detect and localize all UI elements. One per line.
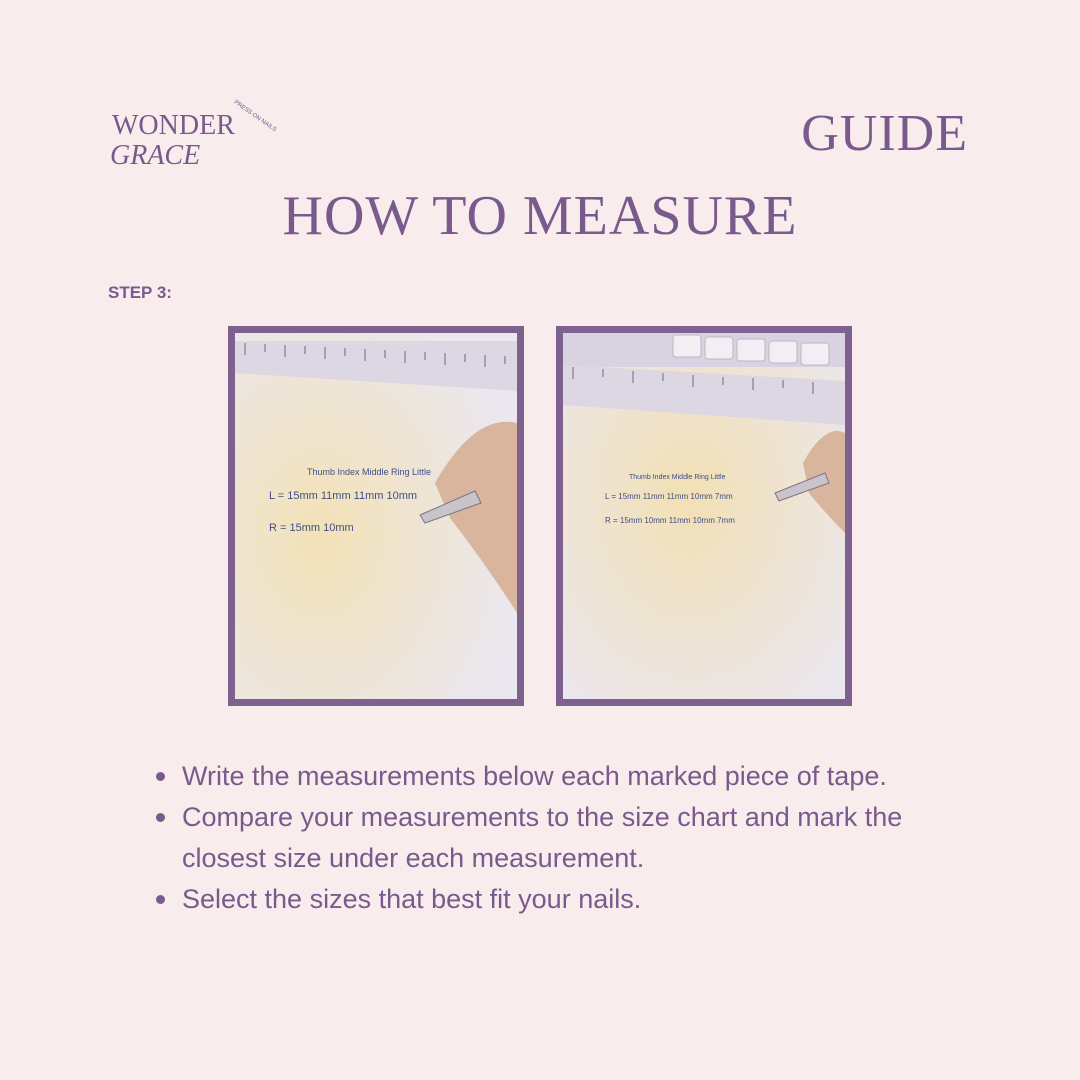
measurement-photo-left — [228, 326, 524, 706]
instruction-item: Select the sizes that best fit your nails. — [154, 879, 974, 920]
measurement-photo-right — [556, 326, 852, 706]
step-label: STEP 3: — [108, 283, 172, 302]
logo-tagline: PRESS ON NAILS — [232, 99, 278, 134]
brand-logo — [108, 98, 278, 178]
photo-left-illustration — [235, 333, 517, 699]
photo-right-row-l: L = 15mm 11mm 11mm 10mm 7mm — [605, 492, 733, 501]
logo-line-1: WONDER — [112, 110, 235, 141]
instruction-item: Compare your measurements to the size chart and mark the closest size under each measurement. — [154, 797, 922, 879]
photo-left-header-row: Thumb Index Middle Ring Little — [307, 467, 432, 477]
photo-right-header-row: Thumb Index Middle Ring Little — [629, 474, 726, 481]
logo-graphic — [108, 98, 278, 178]
photo-left-row-l: L = 15mm 11mm 11mm 10mm — [269, 490, 418, 502]
photo-right-illustration — [563, 333, 845, 699]
guide-label: GUIDE — [801, 105, 968, 162]
instruction-item: Write the measurements below each marked piece of tape. — [154, 756, 974, 797]
photo-left-row-r: R = 15mm 10mm — [269, 522, 354, 534]
photo-right-row-r: R = 15mm 10mm 11mm 10mm 7mm — [605, 516, 735, 525]
instruction-list — [154, 756, 974, 920]
logo-line-2: GRACE — [110, 140, 201, 171]
page-title: HOW TO MEASURE — [282, 185, 798, 247]
